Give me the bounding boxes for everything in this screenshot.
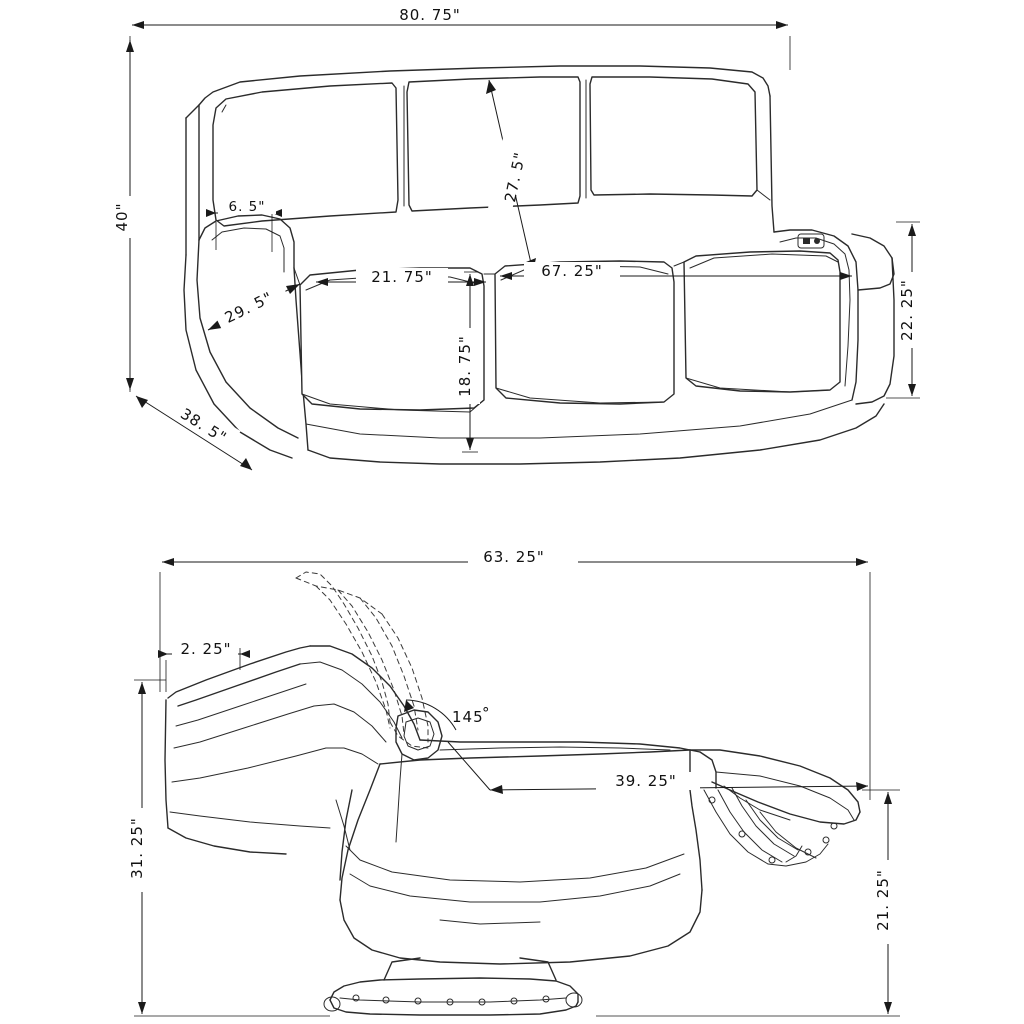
dim-recline-angle-symbol: ° [482,704,491,722]
dim-seat-height: 18. 75" [456,335,474,397]
dim-seat-depth: 29. 5" [221,288,276,327]
dim-arm-height: 22. 25" [898,279,916,341]
dim-footrest-extension: 39. 25" [615,772,677,790]
dim-recline-angle: 145 [452,708,484,726]
dim-back-height: 27. 5" [500,150,530,204]
dim-arm-width: 6. 5" [228,199,266,215]
dim-footrest-height: 21. 25" [874,869,892,931]
dim-reclined-length: 63. 25" [483,548,545,566]
dim-overall-width: 80. 75" [399,6,461,24]
dim-inside-width: 67. 25" [541,262,603,280]
recliner-side-view [165,572,860,1015]
dim-reclined-height: 31. 25" [128,817,146,879]
dim-cushion-width: 21. 75" [371,268,433,286]
power-control-icon [798,234,824,248]
dim-overall-depth: 38. 5" [177,404,231,447]
dim-wall-clearance: 2. 25" [180,640,232,658]
dim-overall-height: 40" [113,202,131,232]
